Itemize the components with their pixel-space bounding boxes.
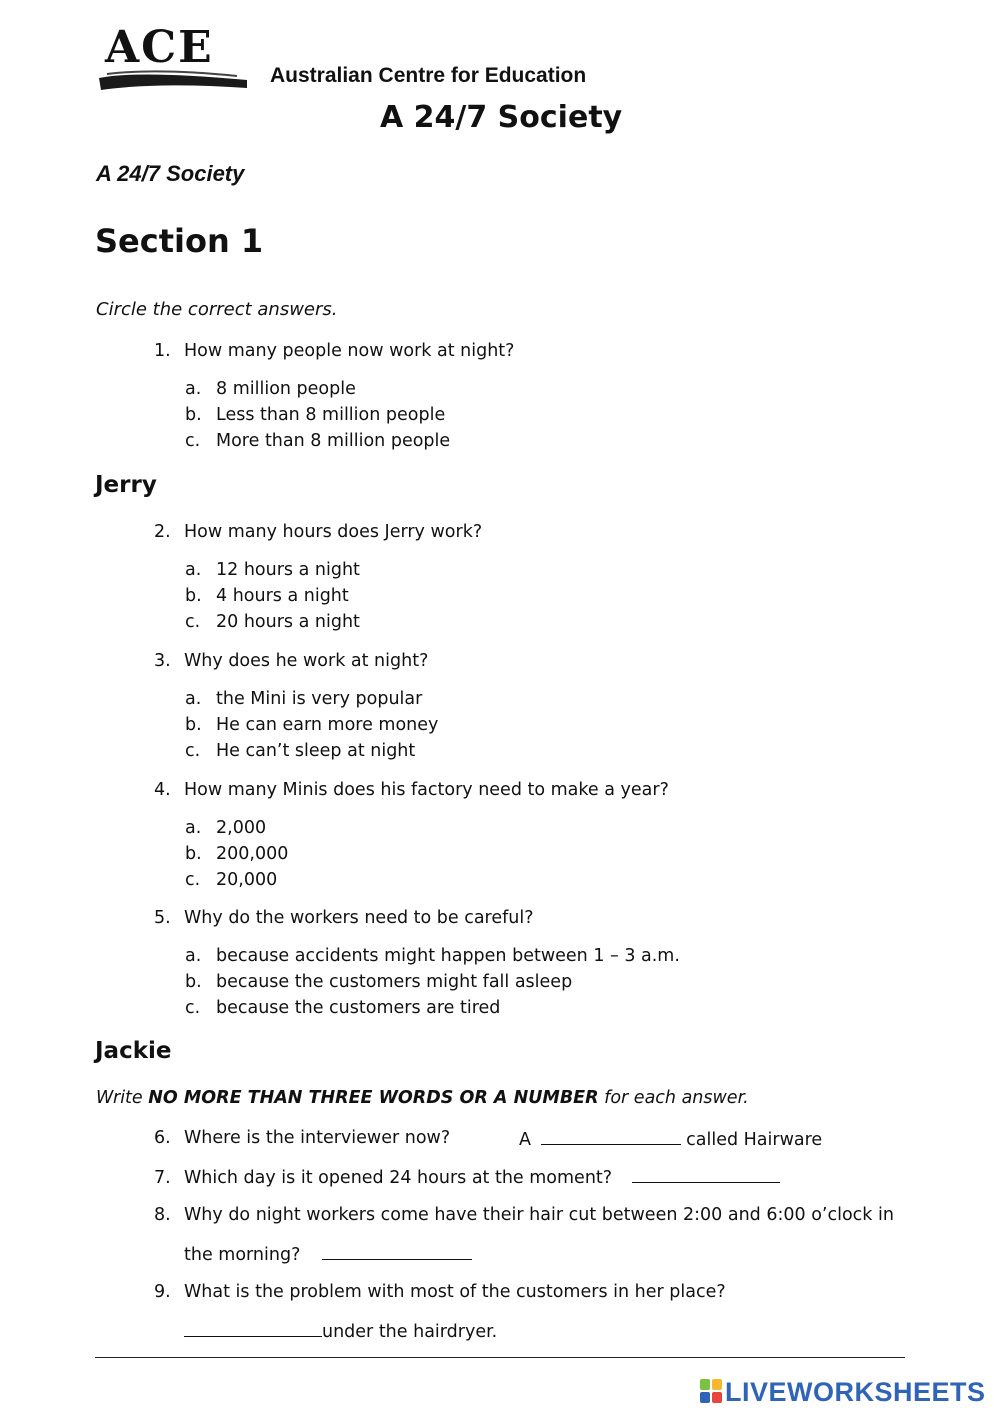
question-2: 2. How many hours does Jerry work? xyxy=(154,522,483,542)
question-7: 7. Which day is it opened 24 hours at the moment? xyxy=(154,1166,780,1188)
instruction-circle: Circle the correct answers. xyxy=(96,299,338,320)
option-5a[interactable]: a. because accidents might happen between 1 – 3 a.m. xyxy=(185,946,680,966)
instruction-write: Write NO MORE THAN THREE WORDS OR A NUMBER for each answer. xyxy=(96,1088,749,1108)
question-4: 4. How many Minis does his factory need to make a year? xyxy=(154,780,669,800)
question-8: 8. Why do night workers come have their hair cut between 2:00 and 6:00 o’clock in xyxy=(154,1205,894,1225)
option-2b[interactable]: b. 4 hours a night xyxy=(185,586,349,606)
answer-blank-6[interactable] xyxy=(541,1128,681,1145)
answer-blank-8[interactable] xyxy=(322,1243,472,1260)
question-1 xyxy=(154,341,514,361)
option-3a[interactable]: a. the Mini is very popular xyxy=(185,689,423,709)
section-heading: Section 1 xyxy=(95,222,264,260)
logo-swoosh xyxy=(97,68,252,92)
question-8-cont: the morning? xyxy=(184,1243,472,1265)
footer-divider xyxy=(95,1357,905,1358)
liveworksheets-icon xyxy=(700,1379,722,1403)
liveworksheets-text: LIVEWORKSHEETS xyxy=(725,1377,986,1407)
option-5c[interactable]: c. because the customers are tired xyxy=(185,998,501,1018)
ace-logo xyxy=(95,22,255,92)
subtitle: A 24/7 Society xyxy=(96,161,245,186)
org-name: Australian Centre for Education xyxy=(270,64,587,87)
question-number: 1. xyxy=(154,341,171,361)
logo-text: ACE xyxy=(105,22,214,73)
option-2c[interactable]: c. 20 hours a night xyxy=(185,612,360,632)
question-9: 9. What is the problem with most of the customers in her place? xyxy=(154,1282,726,1302)
option-4b[interactable]: b. 200,000 xyxy=(185,844,289,864)
option-4c[interactable]: c. 20,000 xyxy=(185,870,278,890)
answer-9: under the hairdryer. xyxy=(184,1320,497,1342)
option-1b[interactable]: b. Less than 8 million people xyxy=(185,405,446,425)
question-6: 6. Where is the interviewer now? xyxy=(154,1128,451,1148)
question-text: How many people now work at night? xyxy=(184,341,515,361)
option-3b[interactable]: b. He can earn more money xyxy=(185,715,439,735)
heading-jackie: Jackie xyxy=(95,1038,172,1064)
option-5b[interactable]: b. because the customers might fall asleep xyxy=(185,972,573,992)
option-3c[interactable]: c. He can’t sleep at night xyxy=(185,741,416,761)
option-4a[interactable]: a. 2,000 xyxy=(185,818,267,838)
option-2a[interactable]: a. 12 hours a night xyxy=(185,560,360,580)
option-1a[interactable]: a. 8 million people xyxy=(185,379,356,399)
heading-jerry: Jerry xyxy=(95,472,157,498)
question-3: 3. Why does he work at night? xyxy=(154,651,429,671)
page-title: A 24/7 Society xyxy=(380,100,623,135)
option-1c[interactable]: c. More than 8 million people xyxy=(185,431,451,451)
answer-blank-7[interactable] xyxy=(632,1166,780,1183)
question-5: 5. Why do the workers need to be careful? xyxy=(154,908,534,928)
answer-blank-9[interactable] xyxy=(184,1320,322,1337)
answer-6: A called Hairware xyxy=(519,1130,823,1150)
